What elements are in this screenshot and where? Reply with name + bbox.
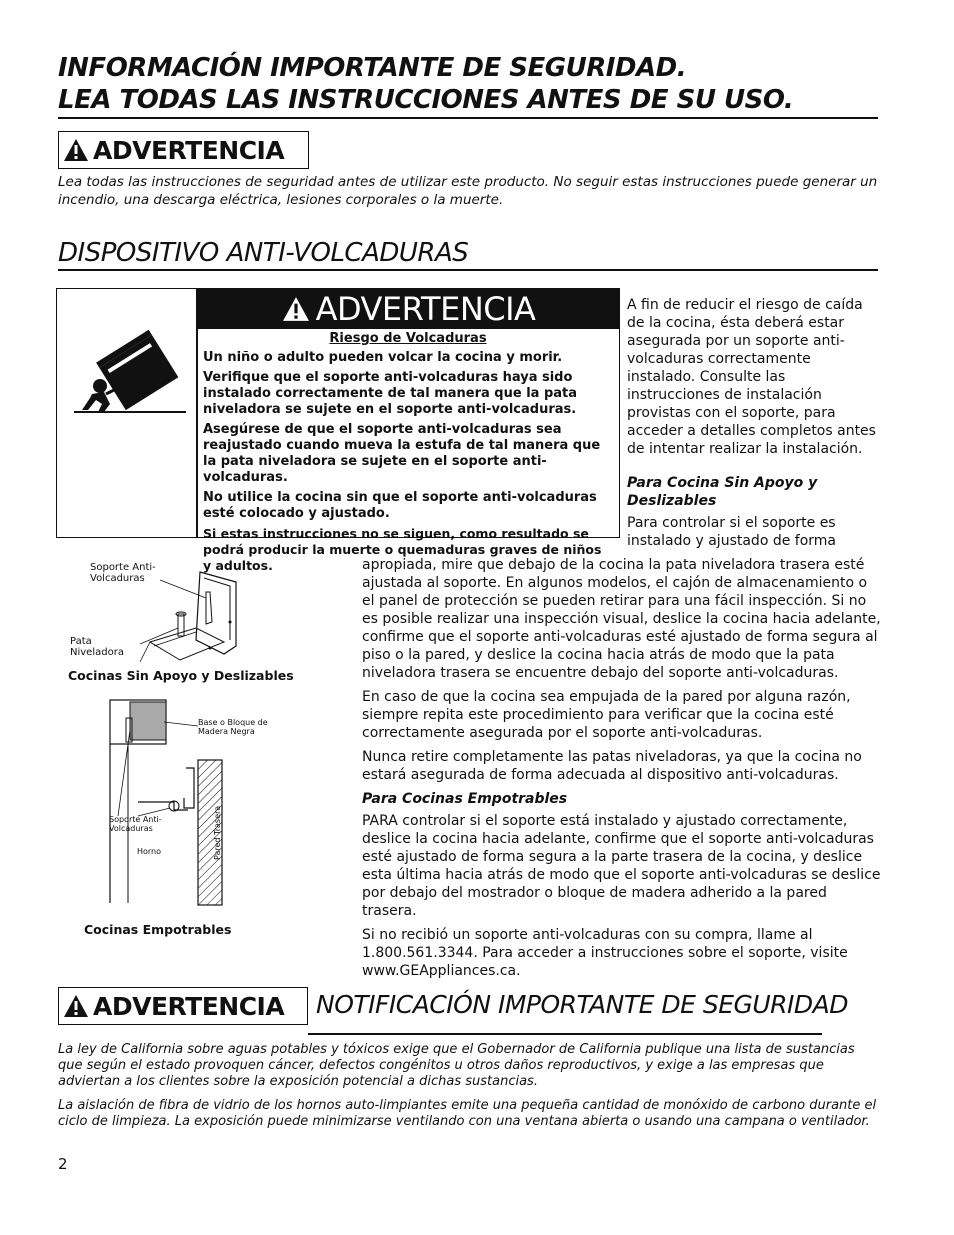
risk-line: Un niño o adulto pueden volcar la cocina y morir. [203, 350, 563, 365]
section-heading-antitip: DISPOSITIVO ANTI-VOLCADURAS [58, 238, 469, 268]
risk-line: Verifique que el soporte anti-volcaduras haya sido instalado correctamente de tal manera que la pata niveladora se sujete en el soporte anti-volcaduras. [203, 370, 578, 417]
page-title: INFORMACIÓN IMPORTANTE DE SEGURIDAD. LEA TODAS LAS INSTRUCCIONES ANTES DE SU USO. [58, 53, 794, 115]
page-number: 2 [58, 1155, 68, 1173]
safety-notice-heading: NOTIFICACIÓN IMPORTANTE DE SEGURIDAD [316, 990, 849, 1019]
warning-label: ADVERTENCIA [93, 135, 285, 165]
risk-text-block [203, 331, 613, 578]
label-wood-block: Base o Bloque de Madera Negra [198, 718, 268, 736]
label-leveling-leg: Pata Niveladora [70, 636, 124, 658]
warning-intro-text: Lea todas las instrucciones de seguridad antes de utilizar este producto. No seguir estas instrucciones puede generar un incendio, una descarga eléctrica, lesiones corporales o la muerte. [58, 174, 878, 208]
title-rule [58, 117, 878, 119]
right-column-text [627, 296, 881, 550]
subheading-slidein: Para Cocinas Empotrables [362, 791, 568, 807]
advertencia-banner: ADVERTENCIA [198, 289, 619, 329]
right-paragraph: A fin de reducir el riesgo de caída de la cocina, ésta deberá estar asegurada por un soporte anti-volcaduras correctamente instalado. Consulte las instrucciones de instalación provistas con el soporte, para acceder a detalles completos antes de intentar realizar la instalación. [627, 297, 876, 457]
risk-line: Asegúrese de que el soporte anti-volcaduras sea reajustado cuando mueva la estufa de tal manera que la pata niveladora se sujete en el soporte anti-volcaduras. [203, 422, 601, 485]
risk-line: Si estas instrucciones no se siguen, como resultado se podrá producir la muerte o quemaduras graves de niños y adultos. [203, 526, 602, 573]
california-notice: La ley de California sobre aguas potables y tóxicos exige que el Gobernador de California publique una lista de sustancias que según el estado provoquen cáncer, defectos congénitos u otros daños reproductivos, y exige a las empresas que adviertan a los clientes sobre la exposición potencial a dichas sustancias. [58, 1042, 855, 1089]
paragraph-leveling-legs: Nunca retire completamente las patas niveladoras, ya que la cocina no estará asegurada de forma adecuada al dispositivo anti-volcaduras. [362, 749, 862, 783]
warning-label-2: ADVERTENCIA [93, 991, 285, 1021]
warning-label-box-2 [58, 987, 308, 1025]
paragraph-pushed: En caso de que la cocina sea empujada de la pared por alguna razón, siempre repita este procedimiento para verificar que la cocina esté correctamente asegurada por el soporte anti-volcaduras. [362, 689, 851, 741]
risk-title: Riesgo de Volcaduras [329, 331, 487, 346]
warning-label-box [58, 131, 309, 169]
paragraph-contact: Si no recibió un soporte anti-volcaduras con su compra, llame al 1.800.561.3344. Para acceder a instrucciones sobre el soporte, visite www.GEAppliances.ca. [362, 927, 848, 979]
freestanding-text-start: Para controlar si el soporte es instalado y ajustado de forma [627, 515, 837, 549]
risk-line: No utilice la cocina sin que el soporte anti-volcaduras esté colocado y ajustado. [203, 490, 597, 521]
paragraph-slidein: PARA controlar si el soporte está instalado y ajustado correctamente, deslice la cocina hacia adelante, confirme que el soporte anti-volcaduras esté ajustado de forma segura a la parte trasera de la cocina, y deslice esta última hacia atrás de modo que el soporte anti-volcaduras se deslice por debajo del mostrador o bloque de madera adherido a la pared trasera. [362, 813, 881, 919]
label-rear-wall: Pared Trasera [213, 805, 222, 860]
warning-triangle-icon [63, 994, 89, 1018]
caption-freestanding: Cocinas Sin Apoyo y Deslizables [68, 668, 294, 683]
label-oven: Horno [137, 847, 162, 856]
caption-slidein: Cocinas Empotrables [84, 922, 232, 937]
section-rule [58, 269, 878, 271]
notice-rule [308, 1033, 822, 1035]
warning-triangle-icon [63, 138, 89, 162]
carbon-monoxide-notice: La aislación de fibra de vidrio de los hornos auto-limpiantes emite una pequeña cantidad de monóxido de carbono durante el ciclo de limpieza. La exposición puede minimizarse ventilando con una ventana abierta o usando una campana o ventilador. [58, 1098, 877, 1129]
main-text-column [362, 556, 882, 986]
tip-over-pictogram-icon [70, 320, 190, 420]
subheading-freestanding: Para Cocina Sin Apoyo y Deslizables [627, 475, 818, 509]
freestanding-text-cont: apropiada, mire que debajo de la cocina la pata niveladora trasera esté ajustada al soporte. En algunos modelos, el cajón de almacenamiento o el panel de protección se pueden retirar para una fácil inspección. Si no es posible realizar una inspección visual, deslice la cocina hacia adelante, confirme que el soporte anti-volcaduras esté ajustado de forma segura al piso o la pared, y deslice la cocina hacia atrás de modo que la pata niveladora trasera se encuentre debajo del soporte anti-volcaduras. [362, 557, 881, 681]
label-bracket-slidein: Soporte Anti-Volcaduras [109, 815, 162, 833]
warning-triangle-icon [282, 296, 310, 322]
label-bracket: Soporte Anti-Volcaduras [90, 562, 156, 584]
